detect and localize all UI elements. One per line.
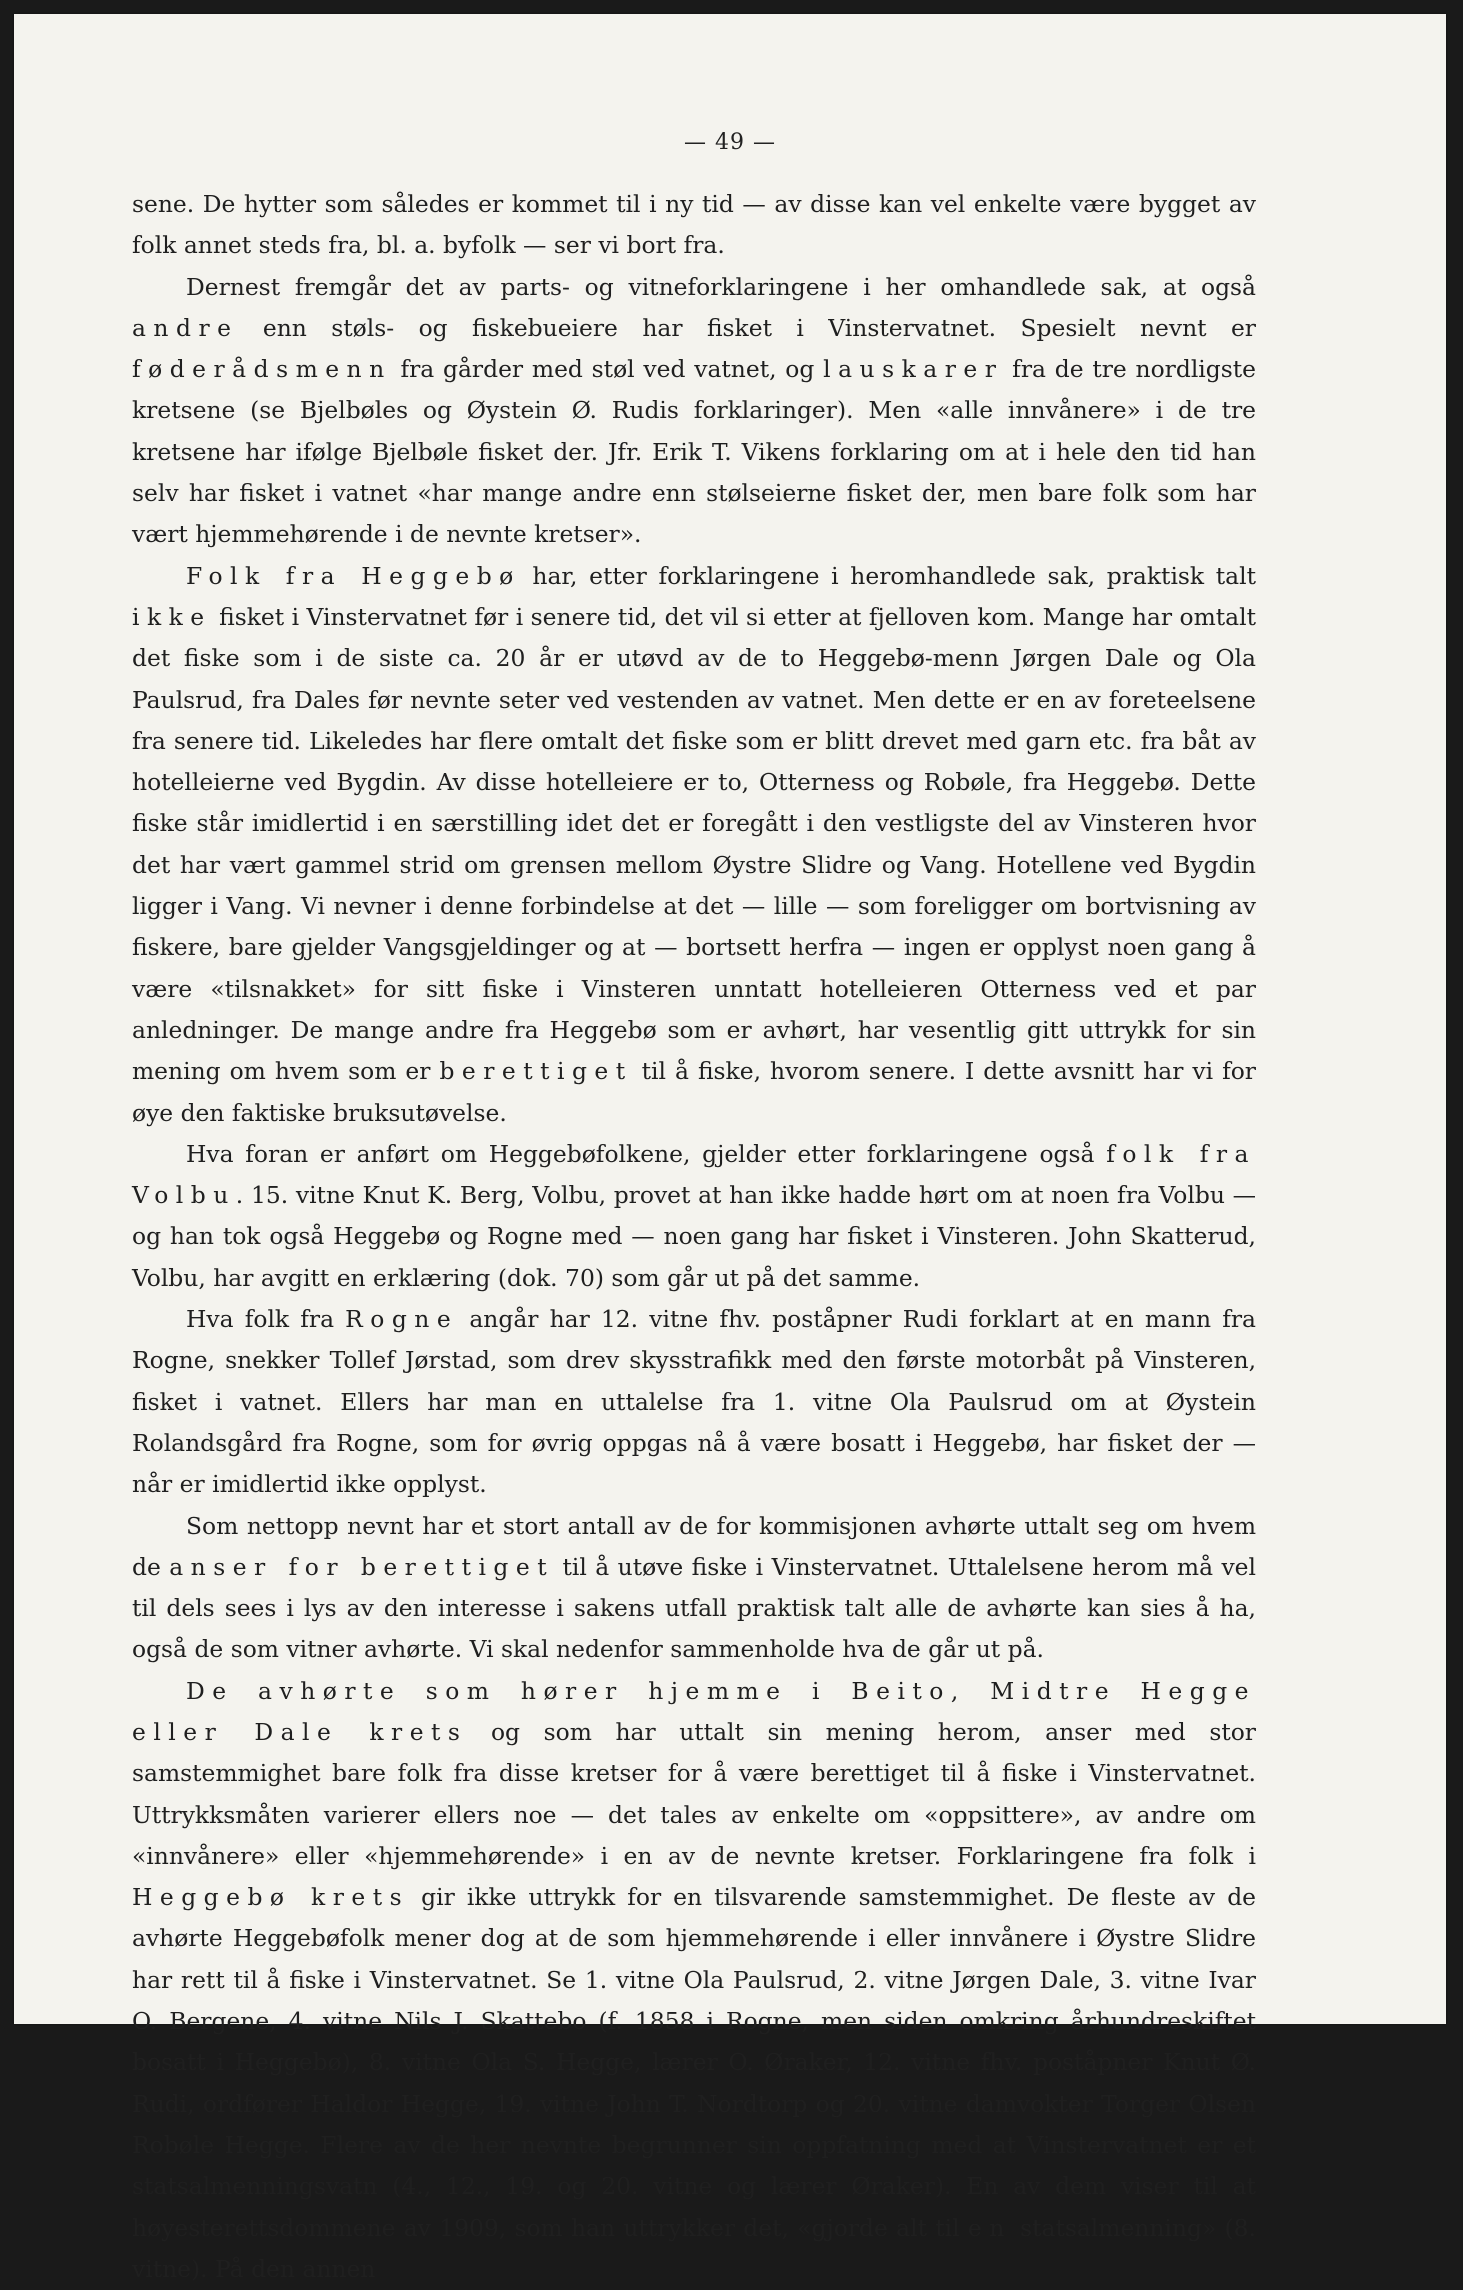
- text-run: fra gårder med støl ved vatnet, og: [391, 355, 824, 384]
- paragraph: [132, 184, 1256, 267]
- spaced-emphasis: berettiget: [439, 1057, 633, 1086]
- spaced-emphasis: Rogne: [345, 1305, 459, 1334]
- paragraph: [132, 1671, 1256, 2290]
- text-run: til å utøve fiske i Vinstervatnet. Uttalelsene herom må vel til dels sees i lys av den interesse i sakens utfall praktisk talt alle de avhørte kan sies å ha, også de som vitner avhørte. Vi skal nedenfor sammenholde hva de går ut på.: [132, 1552, 1256, 1664]
- text-run: statsalmenning» (8. vitne). På den annen: [132, 2213, 1256, 2283]
- paragraph: [132, 556, 1256, 1134]
- text-run: . 15. vitne Knut K. Berg, Volbu, provet at han ikke hadde hørt om at noen fra Volbu — og han tok også Heggebø og Rogne med — noen gang har fisket i Vinsteren. John Skatterud, Volbu, har avgitt en erklæring (dok. 70) som går ut på det samme.: [132, 1181, 1256, 1292]
- text-run: enn støls- og fiskebueiere har fisket i Vinstervatnet. Spesielt nevnt er: [238, 313, 1256, 342]
- text-run: og som har uttalt sin mening herom, anser med stor samstemmighet bare folk fra disse kretser for å være berettiget til å fiske i Vinstervatnet. Uttrykksmåten varierer ellers noe — det tales av enkelte om «oppsittere», av andre om «innvånere» eller «hjemmehørende» i en av de nevnte kretser. Forklaringene fra folk i: [132, 1717, 1256, 1870]
- text-run: gir ikke uttrykk for en tilsvarende samstemmighet. De fleste av de avhørte Heggebøfolk mener dog at de som hjemmehørende i eller innvånere i Øystre Slidre har rett til å fiske i Vinstervatnet. Se 1. vitne Ola Paulsrud, 2. vitne Jørgen Dale, 3. vitne Ivar O. Bergene, 4. vitne Nils J. Skattebo (f. 1858 i Rogne, men siden omkring århundreskiftet bosatt i Heggebø), 8. vitne Ola S. Hegge, lærer O. Øraker, 12. vitne fhv. poståpner Knut Ø. Rudi, ordfører Haldor Hegge, 19. vitne John T. Nordtorp og 20. vitne damvokter Torger Olsen Robøle Hegge. Flere av de her nevnte begrunner sin oppfatning med at Vinstervatnet er et statsalmenningsvatn (4., 12., 19. og 20. vitne og lærer Øraker). En av dem viser til at høyesterettsdommene av 1909, som han uttrykker det, «gjorde alt til: [132, 1883, 1257, 2242]
- text-run: Hva folk fra: [186, 1305, 346, 1334]
- text-run: har, etter forklaringene i heromhandlede sak, praktisk talt: [520, 561, 1257, 590]
- body-text: [132, 184, 1256, 2290]
- text-run: Som nettopp nevnt har et stort antall av de for kommisjonen avhørte uttalt seg om hvem de: [132, 1511, 1256, 1581]
- page-number: — 49 —: [684, 130, 776, 155]
- spaced-emphasis: De avhørte som hører hjemme i Beito, Midtre Hegge eller Dale krets: [132, 1676, 1256, 1746]
- spaced-emphasis: andre: [132, 313, 239, 342]
- paragraph: [132, 267, 1256, 556]
- text-run: Dernest fremgår det av parts- og vitneforklaringene i her omhandlede sak, at også: [186, 272, 1256, 301]
- document-page: [14, 14, 1446, 2283]
- spaced-emphasis: Folk fra Heggebø: [186, 561, 521, 590]
- spaced-emphasis: ikke: [132, 602, 212, 631]
- text-run: Hva foran er anført om Heggebøfolkene, gjelder etter forklaringene også: [186, 1139, 1107, 1168]
- paragraph: [132, 1506, 1256, 1671]
- paragraph: [132, 1134, 1256, 1299]
- spaced-emphasis: folk fra Volbu: [132, 1139, 1256, 1210]
- spaced-emphasis: Heggebø krets: [132, 1883, 410, 1912]
- text-run: fisket i Vinstervatnet før i senere tid, det vil si etter at fjelloven kom. Mange har omtalt det fiske som i de siste ca. 20 år er utøvd av de to Heggebø-menn Jørgen Dale og Ola Paulsrud, fra Dales før nevnte seter ved vestenden av vatnet. Men dette er en av foreteelsene fra senere tid. Likeledes har flere omtalt det fiske som er blitt drevet med garn etc. fra båt av hotelleierne ved Bygdin. Av disse hotelleiere er to, Otterness og Robøle, fra Heggebø. Dette fiske står imidlertid i en særstilling idet det er foregått i den vestligste del av Vinsteren hvor det har vært gammel strid om grensen mellom Øystre Slidre og Vang. Hotellene ved Bygdin ligger i Vang. Vi nevner i denne forbindelse at det — lille — som foreligger om bortvisning av fiskere, bare gjelder Vangsgjeldinger og at — bortsett herfra — ingen er opplyst noen gang å være «tilsnakket» for sitt fiske i Vinsteren unntatt hotelleieren Otterness ved et par anledninger. De mange andre fra Heggebø som er avhørt, har vesentlig gitt uttrykk for sin mening om hvem som er: [132, 602, 1256, 1086]
- spaced-emphasis: lauskarer: [823, 355, 1004, 384]
- paragraph: [132, 1299, 1256, 1505]
- spaced-emphasis: en: [967, 2213, 1012, 2242]
- spaced-emphasis: anser for berettiget: [169, 1552, 555, 1581]
- text-run: fra de tre nordligste kretsene (se Bjelbøles og Øystein Ø. Rudis forklaringer). Men «alle innvånere» i de tre kretsene har ifølge Bjelbøle fisket der. Jfr. Erik T. Vikens forklaring om at i hele den tid han selv har fisket i vatnet «har mange andre enn stølseierne fisket der, men bare folk som har vært hjemmehørende i de nevnte kretser».: [132, 355, 1257, 549]
- text-run: angår har 12. vitne fhv. poståpner Rudi forklart at en mann fra Rogne, snekker Tollef Jørstad, som drev skysstrafikk med den første motorbåt på Vinsteren, fisket i vatnet. Ellers har man en uttalelse fra 1. vitne Ola Paulsrud om at Øystein Rolandsgård fra Rogne, som for øvrig oppgas nå å være bosatt i Heggebø, har fisket der — når er imidlertid ikke opplyst.: [132, 1305, 1256, 1499]
- spaced-emphasis: føderådsmenn: [132, 355, 392, 384]
- text-run: til å fiske, hvorom senere. I dette avsnitt har vi for øye den faktiske bruksutøvelse.: [132, 1057, 1256, 1127]
- text-run: sene. De hytter som således er kommet til i ny tid — av disse kan vel enkelte være bygget av folk annet steds fra, bl. a. byfolk — ser vi bort fra.: [132, 190, 1256, 260]
